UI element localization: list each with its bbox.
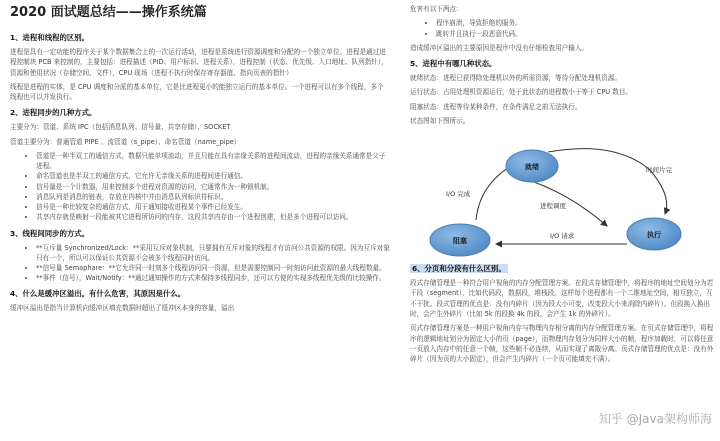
- section-heading-3: 3、线程间同步的方式。: [10, 228, 90, 238]
- paragraph: 段式存储管理是一种符合用户视角的内存分配管理方案。在段式存储管理中，将程序的地址空间划分为若干段（segment），比如代码段，数据段，堆栈段。这样每个进程都有一个二维地址空间，相互独立，互不干扰。段式管理的优点是：没有内碎片（因为段大小可变，改变段大小来消除内碎片）。但段换入换出时，会产生外碎片（比如 5k 的段换 4k 的段，会产生 1k 的外碎片）。: [410, 279, 714, 319]
- right-page: [398, 0, 720, 441]
- bullet-list: [10, 243, 390, 284]
- list-item: • 跳转并且执行一段恶意代码。: [436, 29, 714, 39]
- section-heading-4: 4、什么是缓冲区溢出。有什么危害，其原因是什么。: [10, 289, 186, 299]
- highlighted-heading: 6、分页和分段有什么区别。: [412, 264, 506, 274]
- list-item: • 程序崩溃，导致拒绝的服务。: [436, 18, 714, 28]
- paragraph: 页式存储管理方案是一种用户视角内存与物理内存相分离的内存分配管理方案。在页式存储管理中，将程序的逻辑地址划分为固定大小的页（page），而物理内存划分为同样大小的帧，程序加载时，可以将任意一页放入内存中的任意一个帧，这些帧不必连续，从而实现了离散分离。页式存储管理的优点是：没有外碎片（因为页的大小固定），但会产生内碎片（一个页可能填充不满）。: [410, 324, 714, 364]
- edge-label-time-slice: 时间片完: [646, 166, 672, 175]
- list-item: • 命名管道也是半双工的通信方式，它允许无亲缘关系的进程间进行通信。: [36, 171, 390, 181]
- list-item: • **互斥量 Synchronized/Lock：**采用互斥对象机制，只要拥有互斥对象的线程才有访问公共资源的权限。因为互斥对象只有一个，所以可以保证公共资源不会被多个线程同时访问。: [36, 243, 390, 263]
- list-item: • **事件（信号），Wait/Notify：**通过通知操作的方式来保持多线程同步，还可以方便的实现多线程优先级的比较操作。: [36, 273, 390, 283]
- list-item: • 信号量是一个计数器，用来控制多个进程对资源的访问，它通常作为一种锁机制。: [36, 182, 390, 192]
- paragraph: 状态图如下图所示。: [410, 116, 470, 125]
- paragraph: 线程是进程的实体，是 CPU 调度和分派的基本单位，它是比进程更小的能独立运行的基本单位。一个进程可以有多个线程，多个线程也可以并发执行。: [10, 82, 384, 102]
- paragraph: 运行状态：占用处理机资源运行，处于此状态的进程数小于等于 CPU 数目。: [410, 88, 633, 97]
- paragraph: 进程是具有一定功能的程序关于某个数据集合上的一次运行活动，进程是系统进行资源调度和分配的一个独立单位。进程是通过进程控制块 PCB 来控制的，主要包括：进程描述（PID、用户标识、进程关系），进程控制（状态、优先级、入口地址、队列指针），资源和使用状况（存储空间、文件），CPU 现场（进程不执行时保存寄存器值、指向页表的指针）: [10, 48, 388, 77]
- edge-label-schedule: 进程调度: [540, 202, 566, 211]
- section-heading-5: 5、进程中有哪几种状态。: [410, 59, 497, 68]
- document-title: 2020 面试题总结——操作系统篇: [10, 5, 207, 20]
- list-item: • 消息队列是消息的链表，存放在内核中并由消息队列标识符标识。: [36, 192, 390, 202]
- section-heading-1: 1、进程和线程的区别。: [10, 33, 90, 42]
- section-heading-6: [410, 264, 714, 274]
- paragraph: 阻塞状态：进程等待某种条件，在条件满足之前无法执行。: [410, 102, 582, 111]
- paragraph: 危害有以下两点：: [410, 5, 463, 13]
- paragraph: 造成缓冲区溢出的主要原因是程序中没有仔细检查用户输入。: [410, 43, 589, 52]
- list-item: • 共享内存就是映射一段能被其它进程所访问的内存，这段共享内存由一个进程创建，但是多个进程可以访问。: [36, 212, 390, 222]
- process-state-diagram: [410, 130, 710, 258]
- list-item: • 信号是一种比较复杂的通信方式，用于通知接收进程某个事件已经发生。: [36, 202, 390, 212]
- watermark: 知乎 @Java架构师海: [598, 412, 712, 426]
- bullet-list: [10, 151, 390, 222]
- list-item: • 管道是一种半双工的通信方式，数据只能单项流动，并且只能在具有亲缘关系的进程间流动，进程的亲缘关系通常是父子进程。: [36, 151, 390, 171]
- bullet-list: [410, 18, 714, 38]
- paragraph: 管道主要分为：普通管道 PIPE 、流管道（s_pipe）、命名管道（name_pipe）: [10, 137, 241, 146]
- paragraph: 缓冲区溢出是指当计算机向缓冲区填充数据时超出了缓冲区本身的容量，溢出: [10, 304, 235, 313]
- paragraph: 就绪状态：进程已获得除处理机以外的所需资源，等待分配处理机资源。: [410, 74, 621, 82]
- node-label-ready: 就绪: [525, 163, 539, 172]
- list-item: • **信号量 Semaphare：**它允许同一时刻多个线程访问同一资源，但是需要控制同一时刻访问此资源的最大线程数量。: [36, 263, 390, 273]
- edge-label-io-done: I/O 完成: [446, 190, 471, 199]
- section-heading-2: 2、进程同步的几种方式。: [10, 108, 97, 118]
- edge-label-io-request: I/O 请求: [550, 232, 575, 241]
- paragraph: 主要分为：管道、系统 IPC（包括消息队列、信号量、共享存储）、SOCKET: [10, 123, 231, 132]
- node-label-blocked: 阻塞: [453, 237, 467, 246]
- node-label-running: 执行: [647, 231, 661, 240]
